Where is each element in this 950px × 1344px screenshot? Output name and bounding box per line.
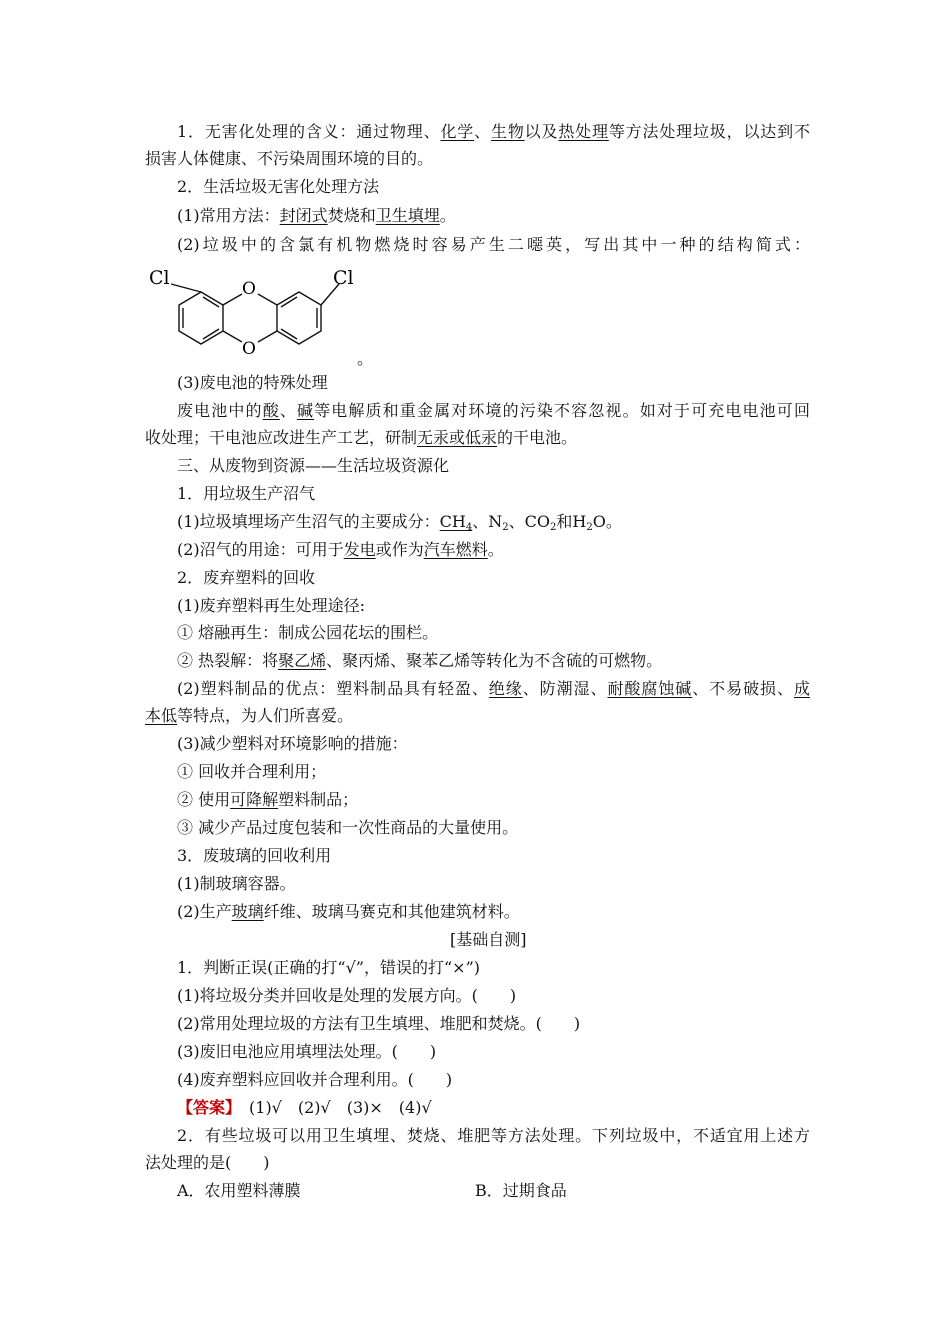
paragraph-line: (1)废弃塑料再生处理途径:	[177, 596, 366, 615]
paragraph-line	[145, 705, 810, 727]
text: 的干电池。	[497, 428, 578, 447]
paragraph-line: (3)减少塑料对环境影响的措施：	[177, 734, 408, 753]
list-item	[177, 650, 810, 672]
text: 、不易破损、	[692, 679, 794, 698]
underlined-answer: 汽车燃料	[423, 540, 488, 559]
underlined-answer: 发电	[343, 540, 376, 559]
text: 或作为	[375, 540, 424, 559]
list-item: ① 熔融再生：制成公园花坛的围栏。	[177, 623, 439, 642]
paragraph-heading: (3)废电池的特殊处理	[177, 373, 328, 392]
o-label-top: O	[242, 279, 256, 299]
text: 以及	[524, 122, 559, 141]
list-item: ① 回收并合理利用；	[177, 762, 327, 781]
question-item: (1)将垃圾分类并回收是处理的发展方向。( )	[177, 986, 517, 1005]
subscript: 2	[502, 522, 509, 533]
question-heading: 1．判断正误(正确的打“√”，错误的打“×”)	[177, 958, 480, 977]
text: (1)垃圾填埋场产生沼气的主要成分：	[177, 512, 440, 531]
text: 等方法处理垃圾，以达到不	[608, 122, 810, 141]
paragraph-harmless-definition	[177, 121, 810, 143]
subscript: 2	[550, 522, 557, 533]
text: 、	[279, 401, 297, 420]
section-heading: 2．生活垃圾无害化处理方法	[177, 177, 380, 196]
text: (2)塑料制品的优点：塑料制品具有轻盈、	[177, 679, 489, 698]
text: 、	[474, 122, 491, 141]
text: 、防潮湿、	[522, 679, 608, 698]
underlined-answer: 绝缘	[488, 679, 523, 698]
answer-line	[177, 1097, 810, 1119]
question-item: (2)常用处理垃圾的方法有卫生填埋、堆肥和焚烧。( )	[177, 1014, 581, 1033]
text: O。	[592, 512, 622, 531]
question-item: (3)废旧电池应用填埋法处理。( )	[177, 1042, 437, 1061]
question-item: (4)废弃塑料应回收并合理利用。( )	[177, 1070, 453, 1089]
paragraph-biogas-uses	[177, 539, 810, 561]
cl-label-left: Cl	[149, 267, 170, 289]
underlined-answer: 本低	[145, 706, 178, 725]
text: 焚烧和	[327, 206, 376, 225]
paragraph-common-methods	[177, 205, 810, 227]
paragraph-dioxin: (2)垃圾中的含氯有机物燃烧时容易产生二噁英，写出其中一种的结构简式：	[177, 235, 810, 254]
text: 等电解质和重金属对环境的污染不容忽视。如对于可充电电池可回	[314, 401, 810, 420]
underlined-answer: 成	[793, 679, 810, 698]
underlined-answer: 耐酸腐蚀碱	[607, 679, 693, 698]
paragraph-plastic-advantages	[177, 678, 810, 700]
underlined-answer	[440, 512, 473, 531]
underlined-answer: 封闭式	[279, 206, 328, 225]
text: ② 使用	[177, 790, 231, 809]
option-a: A．农用塑料薄膜	[177, 1181, 301, 1200]
underlined-answer: 可降解	[230, 790, 279, 809]
dioxin-structure-diagram	[145, 262, 385, 370]
paragraph-line: (1)制玻璃容器。	[177, 874, 296, 893]
section-heading: 3．废玻璃的回收利用	[177, 846, 332, 865]
text: 。	[487, 540, 504, 559]
paragraph-batteries	[177, 400, 810, 422]
text: 等特点，为人们所喜爱。	[177, 706, 354, 725]
text: 废电池中的	[177, 401, 263, 420]
answer-label: 【答案】	[177, 1098, 234, 1117]
subscript: 4	[465, 522, 473, 533]
underlined-answer: 生物	[490, 122, 525, 141]
paragraph-line: 法处理的是( )	[145, 1153, 270, 1172]
paragraph-line	[145, 427, 810, 449]
text: 。	[439, 206, 456, 225]
text: CH	[439, 512, 466, 531]
option-b: B．过期食品	[475, 1181, 567, 1200]
subscript: 2	[586, 522, 593, 533]
text: (2)沼气的用途：可用于	[177, 540, 344, 559]
section-label: [基础自测]	[450, 930, 527, 949]
text: ② 热裂解：将	[177, 651, 279, 670]
question-stem: 2．有些垃圾可以用卫生填埋、焚烧、堆肥等方法处理。下列垃圾中，不适宜用上述方	[177, 1126, 810, 1145]
underlined-answer: 聚乙烯	[278, 651, 327, 670]
list-item	[177, 789, 810, 811]
text: 收处理；干电池应改进生产工艺，研制	[145, 428, 418, 447]
text: 、聚丙烯、聚苯乙烯等转化为不含硫的可燃物。	[326, 651, 663, 670]
section-heading: 三、从废物到资源——生活垃圾资源化	[177, 456, 450, 475]
o-label-bottom: O	[242, 339, 256, 359]
end-mark: 。	[357, 349, 374, 368]
text: 、CO	[508, 512, 551, 531]
answer-text: (1)√ (2)√ (3)× (4)√	[233, 1098, 432, 1117]
underlined-answer: 卫生填埋	[375, 206, 440, 225]
text: (2)生产	[177, 902, 232, 921]
underlined-answer: 热处理	[558, 122, 609, 141]
section-heading: 2．废弃塑料的回收	[177, 568, 316, 587]
underlined-answer: 玻璃	[231, 902, 264, 921]
cl-label-right: Cl	[333, 267, 354, 289]
text: 、N	[472, 512, 503, 531]
underlined-answer: 碱	[296, 401, 315, 420]
underlined-answer: 无汞或低汞	[417, 428, 498, 447]
underlined-answer: 酸	[262, 401, 280, 420]
text: 1．无害化处理的含义：通过物理、	[177, 122, 441, 141]
paragraph-line: 损害人体健康、不污染周围环境的目的。	[145, 149, 434, 168]
section-heading: 1．用垃圾生产沼气	[177, 484, 316, 503]
text: 纤维、玻璃马赛克和其他建筑材料。	[263, 902, 520, 921]
underlined-answer: 化学	[440, 122, 475, 141]
paragraph-biogas-components	[177, 511, 810, 539]
text: (1)常用方法：	[177, 206, 280, 225]
text: 和H	[556, 512, 587, 531]
list-item: ③ 减少产品过度包装和一次性商品的大量使用。	[177, 818, 519, 837]
paragraph-line	[177, 901, 810, 923]
text: 塑料制品；	[278, 790, 359, 809]
